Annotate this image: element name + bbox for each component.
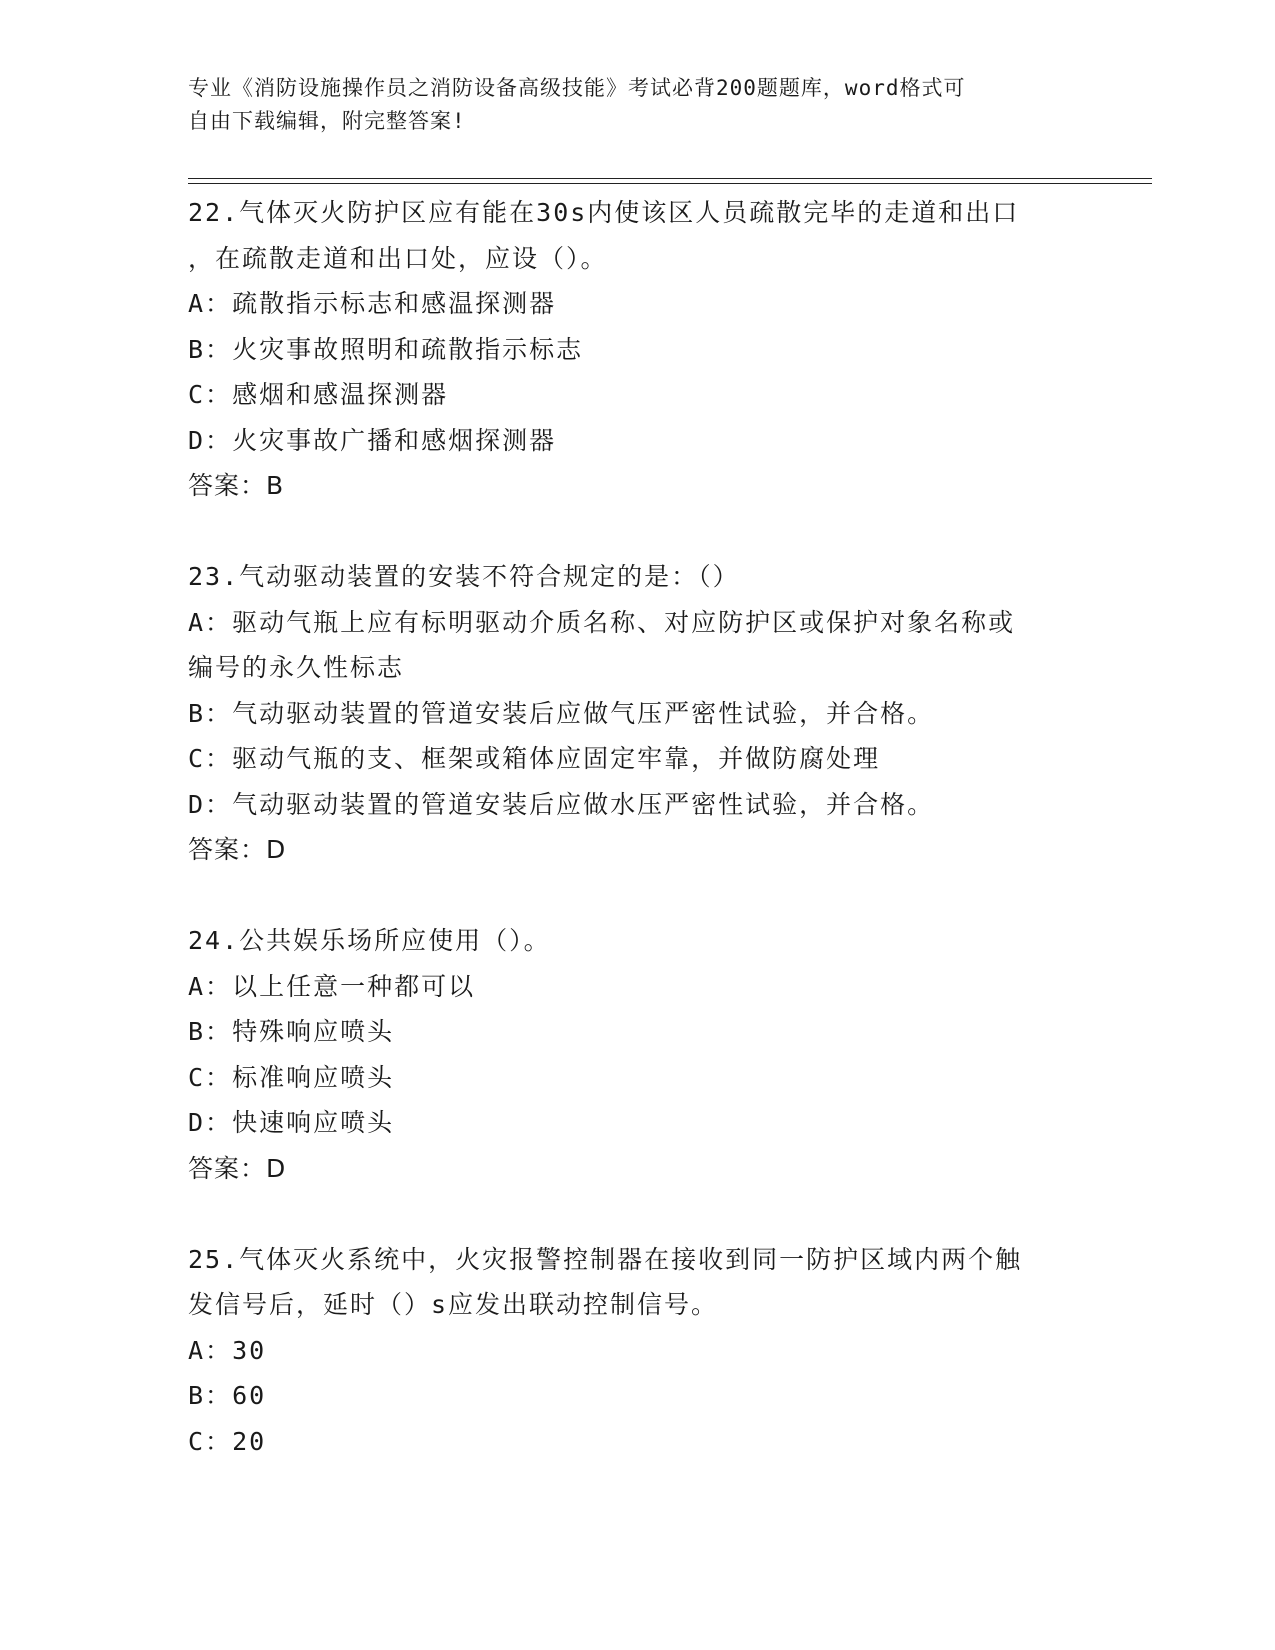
option-key: D： xyxy=(188,425,233,455)
option-text: 特殊响应喷头 xyxy=(232,1017,395,1046)
question-23 xyxy=(188,554,1088,873)
question-stem-line: 发信号后，延时（）s应发出联动控制信号。 xyxy=(188,1290,719,1319)
option-text: 气动驱动装置的管道安装后应做水压严密性试验，并合格。 xyxy=(232,789,935,819)
option-key: C： xyxy=(188,380,233,409)
option-key: C： xyxy=(188,744,233,773)
question-stem-line: ，在疏散走道和出口处，应设（）。 xyxy=(188,243,608,273)
question-25 xyxy=(188,1237,1088,1465)
option-b xyxy=(188,1373,1088,1419)
answer-label: 答案：D xyxy=(188,1153,287,1183)
option-b xyxy=(188,1009,1088,1055)
option-d xyxy=(188,782,1088,828)
option-c xyxy=(188,736,1088,782)
option-text: 驱动气瓶上应有标明驱动介质名称、对应防护区或保护对象名称或 xyxy=(232,607,1016,637)
option-text: 以上任意一种都可以 xyxy=(232,971,476,1001)
header-line-1: 专业《消防设施操作员之消防设备高级技能》考试必背200题题库，word格式可 xyxy=(188,76,966,100)
option-key: C： xyxy=(188,1062,233,1092)
option-c xyxy=(188,372,1088,418)
option-key: D： xyxy=(188,789,233,819)
option-a xyxy=(188,281,1088,327)
question-list xyxy=(188,190,1088,1510)
header-line-2: 自由下载编辑，附完整答案! xyxy=(188,109,466,133)
option-d xyxy=(188,418,1088,464)
question-24 xyxy=(188,918,1088,1191)
option-key: A： xyxy=(188,971,233,1001)
option-key: B： xyxy=(188,1017,233,1046)
option-key: A： xyxy=(188,289,233,318)
option-key: B： xyxy=(188,698,233,728)
option-text: 气动驱动装置的管道安装后应做气压严密性试验，并合格。 xyxy=(232,698,935,728)
option-text: 标准响应喷头 xyxy=(232,1062,395,1092)
header-divider-bottom xyxy=(188,183,1152,184)
option-a xyxy=(188,1328,1088,1374)
option-a xyxy=(188,964,1088,1010)
option-text: 驱动气瓶的支、框架或箱体应固定牢靠，并做防腐处理 xyxy=(232,744,881,773)
option-key: B： xyxy=(188,1381,233,1410)
option-key: C： xyxy=(188,1426,233,1456)
option-b xyxy=(188,691,1088,737)
header-divider-top xyxy=(188,178,1152,179)
option-text: 火灾事故照明和疏散指示标志 xyxy=(232,334,584,364)
option-text: 60 xyxy=(232,1381,267,1410)
option-b xyxy=(188,327,1088,373)
option-text: 感烟和感温探测器 xyxy=(232,380,449,409)
option-key: D： xyxy=(188,1108,233,1137)
question-stem-line: 23.气动驱动装置的安装不符合规定的是：（） xyxy=(188,562,740,591)
option-text: 火灾事故广播和感烟探测器 xyxy=(232,425,557,455)
question-stem-line: 22.气体灭火防护区应有能在30s内使该区人员疏散完毕的走道和出口 xyxy=(188,198,1020,227)
option-d xyxy=(188,1100,1088,1146)
question-stem-line: 24.公共娱乐场所应使用（）。 xyxy=(188,926,551,955)
answer-label: 答案：B xyxy=(188,471,285,500)
option-text: 快速响应喷头 xyxy=(232,1108,395,1137)
option-text: 30 xyxy=(232,1335,267,1365)
question-22 xyxy=(188,190,1088,509)
question-stem-line: 25.气体灭火系统中，火灾报警控制器在接收到同一防护区域内两个触 xyxy=(188,1244,1023,1274)
option-text: 20 xyxy=(232,1426,267,1456)
option-c xyxy=(188,1419,1088,1465)
option-key: A： xyxy=(188,607,233,637)
option-key: A： xyxy=(188,1335,233,1365)
option-a xyxy=(188,600,1088,646)
document-header xyxy=(188,72,1068,138)
option-text: 疏散指示标志和感温探测器 xyxy=(232,289,557,318)
answer-label: 答案：D xyxy=(188,835,287,864)
option-a-continuation: 编号的永久性标志 xyxy=(188,653,405,682)
option-c xyxy=(188,1055,1088,1101)
option-key: B： xyxy=(188,334,233,364)
